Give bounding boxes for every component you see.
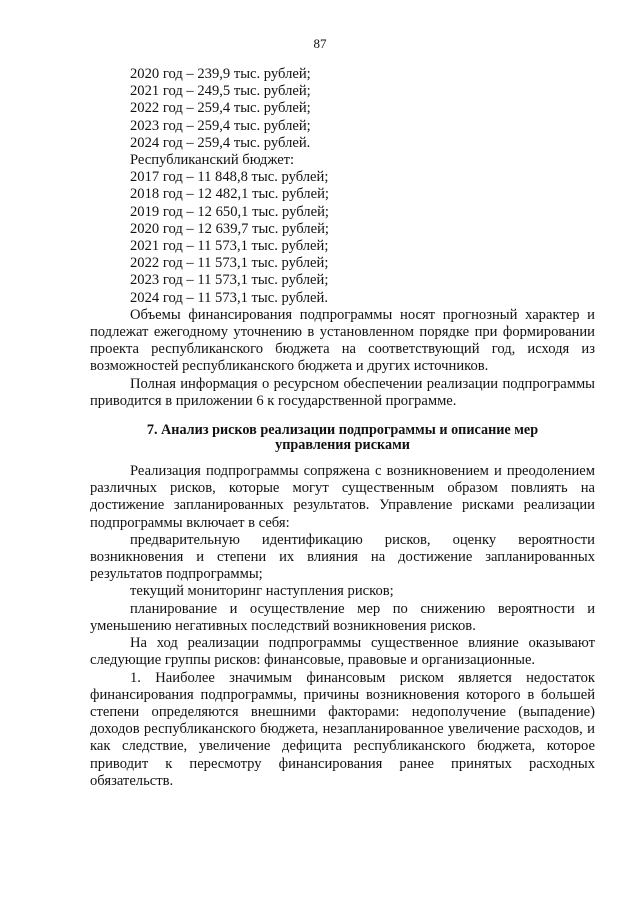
section-heading-line: управления рисками bbox=[275, 437, 410, 454]
budget-line: 2024 год – 11 573,1 тыс. рублей. bbox=[130, 289, 328, 306]
budget-line: 2023 год – 259,4 тыс. рублей; bbox=[130, 117, 311, 134]
budget-lines-b bbox=[90, 169, 595, 307]
budget-line: 2020 год – 239,9 тыс. рублей; bbox=[130, 66, 311, 82]
financing-forecast-paragraph: Объемы финансирования подпрограммы носят прогнозный характер и подлежат ежегодному уточнению в установленном порядке при формировании проекта республиканского бюджета на соответствующий год, исходя из возможностей республиканского бюджета и других источников. bbox=[90, 306, 595, 375]
resource-info-paragraph: Полная информация о ресурсном обеспечении реализации подпрограммы приводится в приложении 6 к государственной программе. bbox=[90, 375, 595, 409]
budget-line: 2021 год – 249,5 тыс. рублей; bbox=[130, 83, 311, 100]
budget-lines-a bbox=[90, 66, 595, 152]
section-heading bbox=[90, 423, 595, 453]
risk-management-item: текущий мониторинг наступления рисков; bbox=[130, 583, 394, 600]
budget-line: 2017 год – 11 848,8 тыс. рублей; bbox=[130, 169, 329, 186]
page-number: 87 bbox=[313, 36, 327, 51]
page-content bbox=[90, 66, 595, 790]
budget-line: 2020 год – 12 639,7 тыс. рублей; bbox=[130, 220, 329, 237]
risk-management-item: планирование и осуществление мер по снижению вероятности и уменьшению негативных последствий возникновения рисков. bbox=[90, 600, 595, 634]
risk-management-item: предварительную идентификацию рисков, оценку вероятности возникновения и степени их влияния на достижение запланированных результатов подпрограммы; bbox=[90, 531, 595, 583]
budget-line: 2023 год – 11 573,1 тыс. рублей; bbox=[130, 272, 329, 289]
risk-groups-paragraph: На ход реализации подпрограммы существенное влияние оказывают следующие группы рисков: финансовые, правовые и организационные. bbox=[90, 635, 595, 669]
financial-risk-paragraph: 1. Наиболее значимым финансовым риском является недостаток финансирования подпрограммы, причины возникновения которого в большей степени определяются внешними факторами: недополучение (выпадение) доходов республиканского бюджета, незапланированное увеличение расходов, и как следствие, увеличение дефицита республиканского бюджета, которое приводит к пересмотру финансирования ранее принятых расходных обязательств. bbox=[90, 669, 595, 789]
budget-line: 2024 год – 259,4 тыс. рублей. bbox=[130, 134, 311, 151]
budget-line: 2019 год – 12 650,1 тыс. рублей; bbox=[130, 203, 329, 220]
section-heading-line: 7. Анализ рисков реализации подпрограммы и описание мер bbox=[146, 422, 539, 439]
republic-budget-label: Республиканский бюджет: bbox=[130, 152, 295, 169]
budget-line: 2018 год – 12 482,1 тыс. рублей; bbox=[130, 186, 329, 203]
risks-intro-paragraph: Реализация подпрограммы сопряжена с возникновением и преодолением различных рисков, которые могут существенным образом повлиять на достижение запланированных результатов. Управление рисками реализации подпрограммы включает в себя: bbox=[90, 463, 595, 531]
budget-line: 2022 год – 259,4 тыс. рублей; bbox=[130, 100, 311, 117]
budget-line: 2022 год – 11 573,1 тыс. рублей; bbox=[130, 255, 329, 272]
budget-line: 2021 год – 11 573,1 тыс. рублей; bbox=[130, 238, 329, 255]
